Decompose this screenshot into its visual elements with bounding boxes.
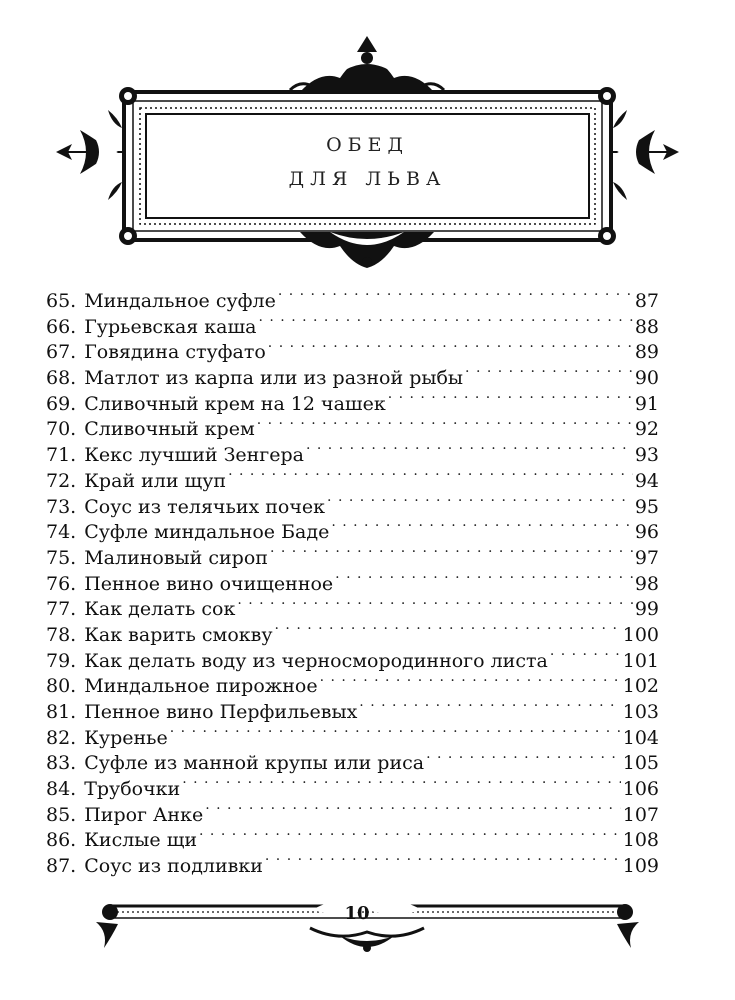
toc-entry (46, 467, 659, 493)
toc-entry (46, 287, 659, 313)
toc-entry-page: 108 (622, 829, 659, 852)
toc-entry-page: 107 (622, 803, 659, 826)
toc-entry-title: Пирог Анке (84, 803, 204, 826)
toc-leader-dots (199, 826, 621, 846)
toc-entry (46, 518, 659, 544)
toc-entry-title: Как делать воду из черносмородинного листа (84, 649, 548, 672)
toc-entry-title: Сливочный крем на 12 чашек (84, 392, 386, 415)
toc-entry-page: 87 (634, 290, 659, 312)
toc-entry (46, 801, 659, 827)
toc-entry-page: 104 (622, 726, 659, 749)
toc-entry-page: 101 (622, 649, 659, 672)
chapter-title-line-2: ДЛЯ ЛЬВА (288, 168, 447, 190)
toc-entry-number: 66. (46, 315, 77, 338)
toc-entry-number: 77. (46, 598, 77, 621)
toc-entry-title: Кислые щи (84, 829, 198, 852)
toc-entry (46, 570, 659, 596)
toc-entry-page: 97 (634, 546, 659, 569)
toc-leader-dots (359, 698, 620, 718)
toc-entry-title: Миндальное пирожное (84, 675, 318, 698)
toc-entry (46, 544, 659, 570)
toc-entry-page: 91 (634, 392, 659, 415)
toc-entry-number: 85. (46, 803, 77, 826)
toc-entry-page: 94 (634, 469, 659, 492)
toc-entry-page: 99 (634, 598, 659, 621)
toc-leader-dots (270, 544, 633, 564)
toc-entry-number: 83. (46, 752, 77, 775)
toc-entry-title: Пенное вино очищенное (84, 572, 334, 595)
toc-leader-dots (426, 749, 621, 769)
chapter-title-line-1: ОБЕД (326, 134, 409, 156)
toc-entry (46, 647, 659, 673)
toc-entry (46, 698, 659, 724)
toc-entry-title: Соус из подливки (84, 855, 263, 878)
toc-entry-title: Малиновый сироп (84, 546, 268, 569)
toc-entry-page: 106 (622, 778, 659, 801)
toc-entry-title: Как варить смокву (84, 623, 273, 646)
toc-entry-page: 96 (634, 521, 659, 544)
toc-entry-number: 71. (46, 444, 77, 467)
toc-entry-number: 87. (46, 855, 77, 878)
toc-leader-dots (388, 390, 633, 410)
toc-leader-dots (170, 724, 621, 744)
toc-entry-number: 81. (46, 701, 77, 723)
toc-entry-title: Край или щуп (84, 469, 227, 492)
toc-entry-title: Трубочки (84, 778, 181, 801)
toc-leader-dots (327, 493, 633, 513)
toc-entry-number: 68. (46, 367, 77, 390)
toc-entry-title: Как делать сок (84, 598, 236, 621)
toc-entry (46, 338, 659, 364)
toc-entry-page: 90 (634, 367, 659, 390)
toc-entry-title: Кекс лучший Зенгера (84, 444, 304, 467)
toc-entry-page: 92 (634, 418, 659, 441)
toc-entry-page: 89 (634, 341, 659, 364)
toc-entry-number: 67. (46, 341, 77, 364)
toc-entry-page: 105 (622, 752, 659, 775)
toc-leader-dots (182, 775, 621, 795)
toc-entry-number: 72. (46, 469, 77, 492)
toc-entry-number: 70. (46, 418, 77, 441)
toc-entry-page: 100 (622, 623, 659, 646)
toc-entry-number: 79. (46, 649, 77, 672)
toc-entry (46, 364, 659, 390)
toc-entry (46, 415, 659, 441)
toc-entry-number: 78. (46, 623, 77, 646)
toc-leader-dots (278, 287, 633, 307)
toc-entry (46, 441, 659, 467)
toc-entry-number: 86. (46, 829, 77, 852)
toc-entry (46, 852, 659, 878)
toc-leader-dots (320, 672, 621, 692)
toc-entry-number: 84. (46, 778, 77, 801)
toc-leader-dots (331, 518, 632, 538)
page-number: 10 (344, 903, 370, 924)
toc-entry (46, 390, 659, 416)
toc-entry (46, 493, 659, 519)
toc-entry (46, 749, 659, 775)
toc-leader-dots (335, 570, 633, 590)
toc-entry-title: Говядина стуфато (84, 341, 266, 364)
toc-entry-title: Сливочный крем (84, 418, 255, 441)
toc-leader-dots (205, 801, 621, 821)
toc-leader-dots (257, 415, 633, 435)
toc-entry-title: Суфле из манной крупы или риса (84, 752, 425, 775)
toc-entry-title: Миндальное суфле (84, 290, 276, 312)
toc-entry (46, 595, 659, 621)
toc-entry-title: Суфле миндальное Баде (84, 521, 330, 544)
toc-entry-number: 74. (46, 521, 77, 544)
toc-leader-dots (268, 338, 633, 358)
toc-leader-dots (259, 313, 633, 333)
toc-entry-number: 73. (46, 495, 77, 518)
toc-entry-number: 69. (46, 392, 77, 415)
toc-entry-page: 109 (622, 855, 659, 878)
toc-entry-number: 80. (46, 675, 77, 698)
toc-entry (46, 826, 659, 852)
toc-entry (46, 621, 659, 647)
toc-leader-dots (275, 621, 621, 641)
toc-leader-dots (465, 364, 633, 384)
toc-entry-title: Пенное вино Перфильевых (84, 701, 358, 723)
toc-leader-dots (237, 595, 632, 615)
toc-entry-number: 76. (46, 572, 77, 595)
toc-entry-page: 98 (634, 572, 659, 595)
toc-entry (46, 724, 659, 750)
toc-entry-page: 88 (634, 315, 659, 338)
table-of-contents (46, 287, 659, 878)
toc-leader-dots (550, 647, 621, 667)
toc-entry (46, 672, 659, 698)
toc-entry-number: 65. (46, 290, 77, 312)
toc-entry (46, 775, 659, 801)
toc-leader-dots (228, 467, 633, 487)
toc-entry-page: 95 (634, 495, 659, 518)
toc-entry-page: 102 (622, 675, 659, 698)
toc-entry-page: 103 (622, 701, 659, 723)
chapter-title-block (160, 118, 575, 206)
toc-entry-number: 75. (46, 546, 77, 569)
toc-leader-dots (306, 441, 633, 461)
toc-entry-title: Соус из телячьих почек (84, 495, 326, 518)
toc-leader-dots (265, 852, 621, 872)
toc-entry-title: Куренье (84, 726, 168, 749)
toc-entry-number: 82. (46, 726, 77, 749)
toc-entry-title: Матлот из карпа или из разной рыбы (84, 367, 464, 390)
toc-entry-page: 93 (634, 444, 659, 467)
toc-entry-title: Гурьевская каша (84, 315, 257, 338)
toc-entry (46, 313, 659, 339)
